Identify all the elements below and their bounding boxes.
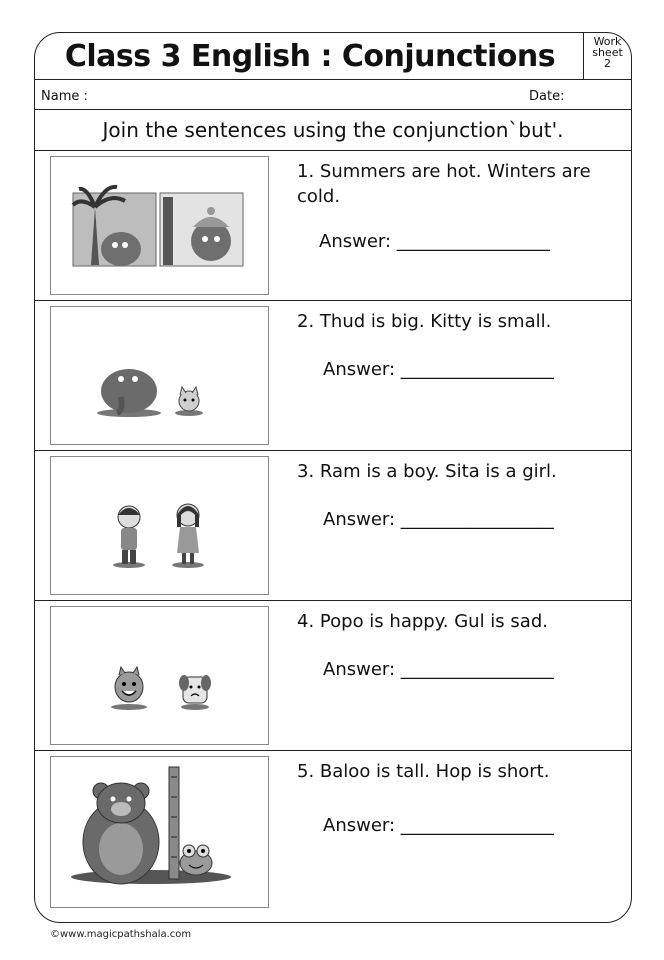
answer-5-blank[interactable]: _________________ [400,815,554,836]
answer-3-blank[interactable]: _________________ [400,509,554,530]
name-label: Name : [41,89,88,104]
worksheet-title: Class 3 English : Conjunctions [64,39,556,74]
question-3-sentence: Ram is a boy. Sita is a girl. [319,461,557,482]
question-1-number: 1. [297,161,315,182]
name-date-row [35,80,631,110]
answer-2-blank[interactable]: _________________ [400,359,554,380]
worksheet-label-line2: sheet [592,46,623,59]
question-2-text [297,309,607,334]
summer-winter-illustration [50,156,269,295]
question-5-number: 5. [297,761,315,782]
question-4-text [297,609,607,634]
happy-sad-illustration [50,606,269,745]
answer-2 [323,359,554,380]
bear-frog-illustration [50,756,269,908]
worksheet-number-box [583,33,631,80]
instruction: Join the sentences using the conjunction`but'. [35,110,631,151]
question-5 [35,751,631,901]
question-1 [35,151,631,301]
answer-3 [323,509,554,530]
answer-4-blank[interactable]: _________________ [400,659,554,680]
elephant-kitty-illustration [50,306,269,445]
question-2 [35,301,631,451]
date-label: Date: [529,89,565,104]
boy-girl-illustration [50,456,269,595]
answer-3-label: Answer: [323,509,396,530]
question-2-number: 2. [297,311,315,332]
question-5-text [297,759,607,784]
question-1-sentence: Summers are hot. Winters are cold. [297,161,591,207]
question-3-number: 3. [297,461,315,482]
answer-4-label: Answer: [323,659,396,680]
question-2-sentence: Thud is big. Kitty is small. [319,311,552,332]
answer-5-label: Answer: [323,815,396,836]
answer-5 [323,815,554,836]
title-row [35,33,631,80]
answer-1-blank[interactable]: _________________ [396,231,550,252]
worksheet [34,32,632,923]
question-5-sentence: Baloo is tall. Hop is short. [319,761,550,782]
question-4-sentence: Popo is happy. Gul is sad. [319,611,548,632]
answer-1 [319,231,550,252]
question-4 [35,601,631,751]
question-4-number: 4. [297,611,315,632]
answer-2-label: Answer: [323,359,396,380]
question-3 [35,451,631,601]
answer-4 [323,659,554,680]
answer-1-label: Answer: [319,231,392,252]
copyright-footer: ©www.magicpathshala.com [50,929,192,940]
worksheet-number: 2 [604,57,611,70]
worksheet-label-line1: Work [593,35,622,48]
question-1-text [297,159,607,209]
question-3-text [297,459,607,484]
